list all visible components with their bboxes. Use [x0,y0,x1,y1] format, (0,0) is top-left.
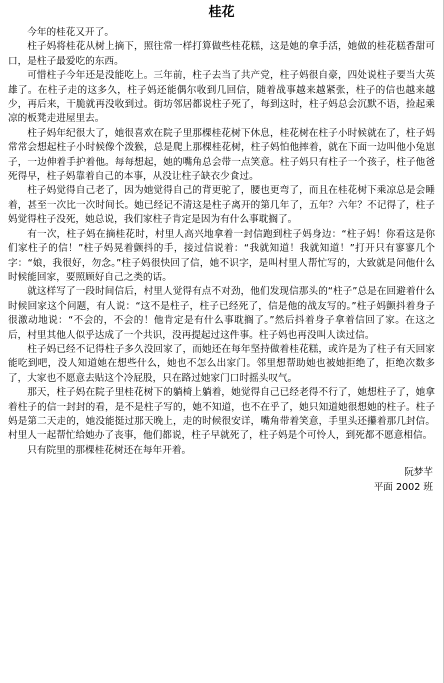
paragraph-3: 可惜柱子今年还是没能吃上。三年前，柱子去当了共产党，柱子妈很自豪，四处说柱子要当大英雄了。在柱子走的这多久，柱子妈还能偶尔收到几回信，随着战事越来越紧张，柱子的信也越来越少，再后来，干脆就再没收到过。街坊邻居都说柱子死了，每到这时，柱子妈总会沉默不语，捡起乘凉的板凳走进屋里去。 [8,70,435,125]
author-name: 阮梦芊 [404,467,433,479]
paragraph-6: 有一次，柱子妈在摘桂花时，村里人高兴地拿着一封信跑到柱子妈身边：“柱子妈！你看这是你们家柱子的信！”柱子妈晃着颤抖的手，接过信说着：“我就知道！我就知道！”打开只有寥寥几个字：“娘，我很好，勿念。”柱子妈很快回了信，她不识字，是叫村里人帮忙写的，大致就是问他什么时候能回家，要照顾好自己之类的话。 [8,228,435,283]
author-class: 平面 2002 班 [373,481,433,493]
paragraph-8: 柱子妈已经不记得柱子多久没回家了，而她还在每年坚持做着桂花糕，或许是为了柱子有天回家能吃到吧，没人知道她在想些什么，她也不怎么出家门。邻里想帮助她也被她拒绝了，拒绝次数多了，大家也不愿意去贴这个冷屁股，只在路过她家门口时摇头叹气。 [8,343,435,384]
paragraph-7: 就这样写了一段时间信后，村里人觉得有点不对劲，他们发现信那头的“柱子”总是在回避着什么时候回家这个问题，有人说：“这不是柱子，柱子已经死了，信是他的战友写的。”柱子妈颤抖着身子很激动地说：“不会的，不会的！他肯定是有什么事耽搁了。”然后抖着身子拿着信回了家。在这之后，村里其他人似乎达成了一个共识，没再提起过这件事。柱子妈也再没叫人读过信。 [8,286,435,341]
paragraph-4: 柱子妈年纪很大了，她很喜欢在院子里那棵桂花树下休息，桂花树在柱子小时候就在了，柱子妈常常会想起柱子小时候像个泼猴，总是爬上那棵桂花树，柱子妈怕他摔着，就在下面一边叫他小兔崽子，一边伸着手护着他。每每想起，她的嘴角总会带一点笑意。柱子妈只有柱子一个孩子，柱子他爸死得早，柱子妈靠着自己的本事，从没让柱子缺衣少食过。 [8,127,435,183]
paragraph-9: 那天，柱子妈在院子里桂花树下的躺椅上躺着，她觉得自己已经老得不行了，她想柱子了，她拿着柱子的信一封封的看，是不是柱子写的，她不知道，也不在乎了，她只知道她很想她的柱子。柱子妈是第二天走的，她没能挺过那天晚上，走的时候很安详，嘴角带着笑意，手里头还攥着那几封信。村里人一起帮忙给她办了丧事，他们都说，柱子早就死了，柱子妈是个可怜人，到死都不愿意相信。 [8,387,435,442]
paragraph-1: 今年的桂花又开了。 [27,27,114,38]
essay-title: 桂花 [208,5,235,20]
paragraph-5: 柱子妈觉得自己老了，因为她觉得自己的背更驼了，腰也更弯了，而且在桂花树下乘凉总是会睡着，甚至一次比一次时间长。她已经记不清这是柱子离开的第几年了，五年？六年？不记得了，柱子妈觉得柱子没死，她总说，我们家柱子肯定是因为有什么事耽搁了。 [8,185,435,226]
signature-block [8,466,435,495]
paragraph-2: 柱子妈将桂花从树上摘下，照往常一样打算做些桂花糕，这是她的拿手活，她做的桂花糕香甜可口，是柱子最爱吃的东西。 [8,41,435,67]
paragraph-10: 只有院里的那棵桂花树还在每年开着。 [27,444,192,456]
essay-body [8,26,435,458]
